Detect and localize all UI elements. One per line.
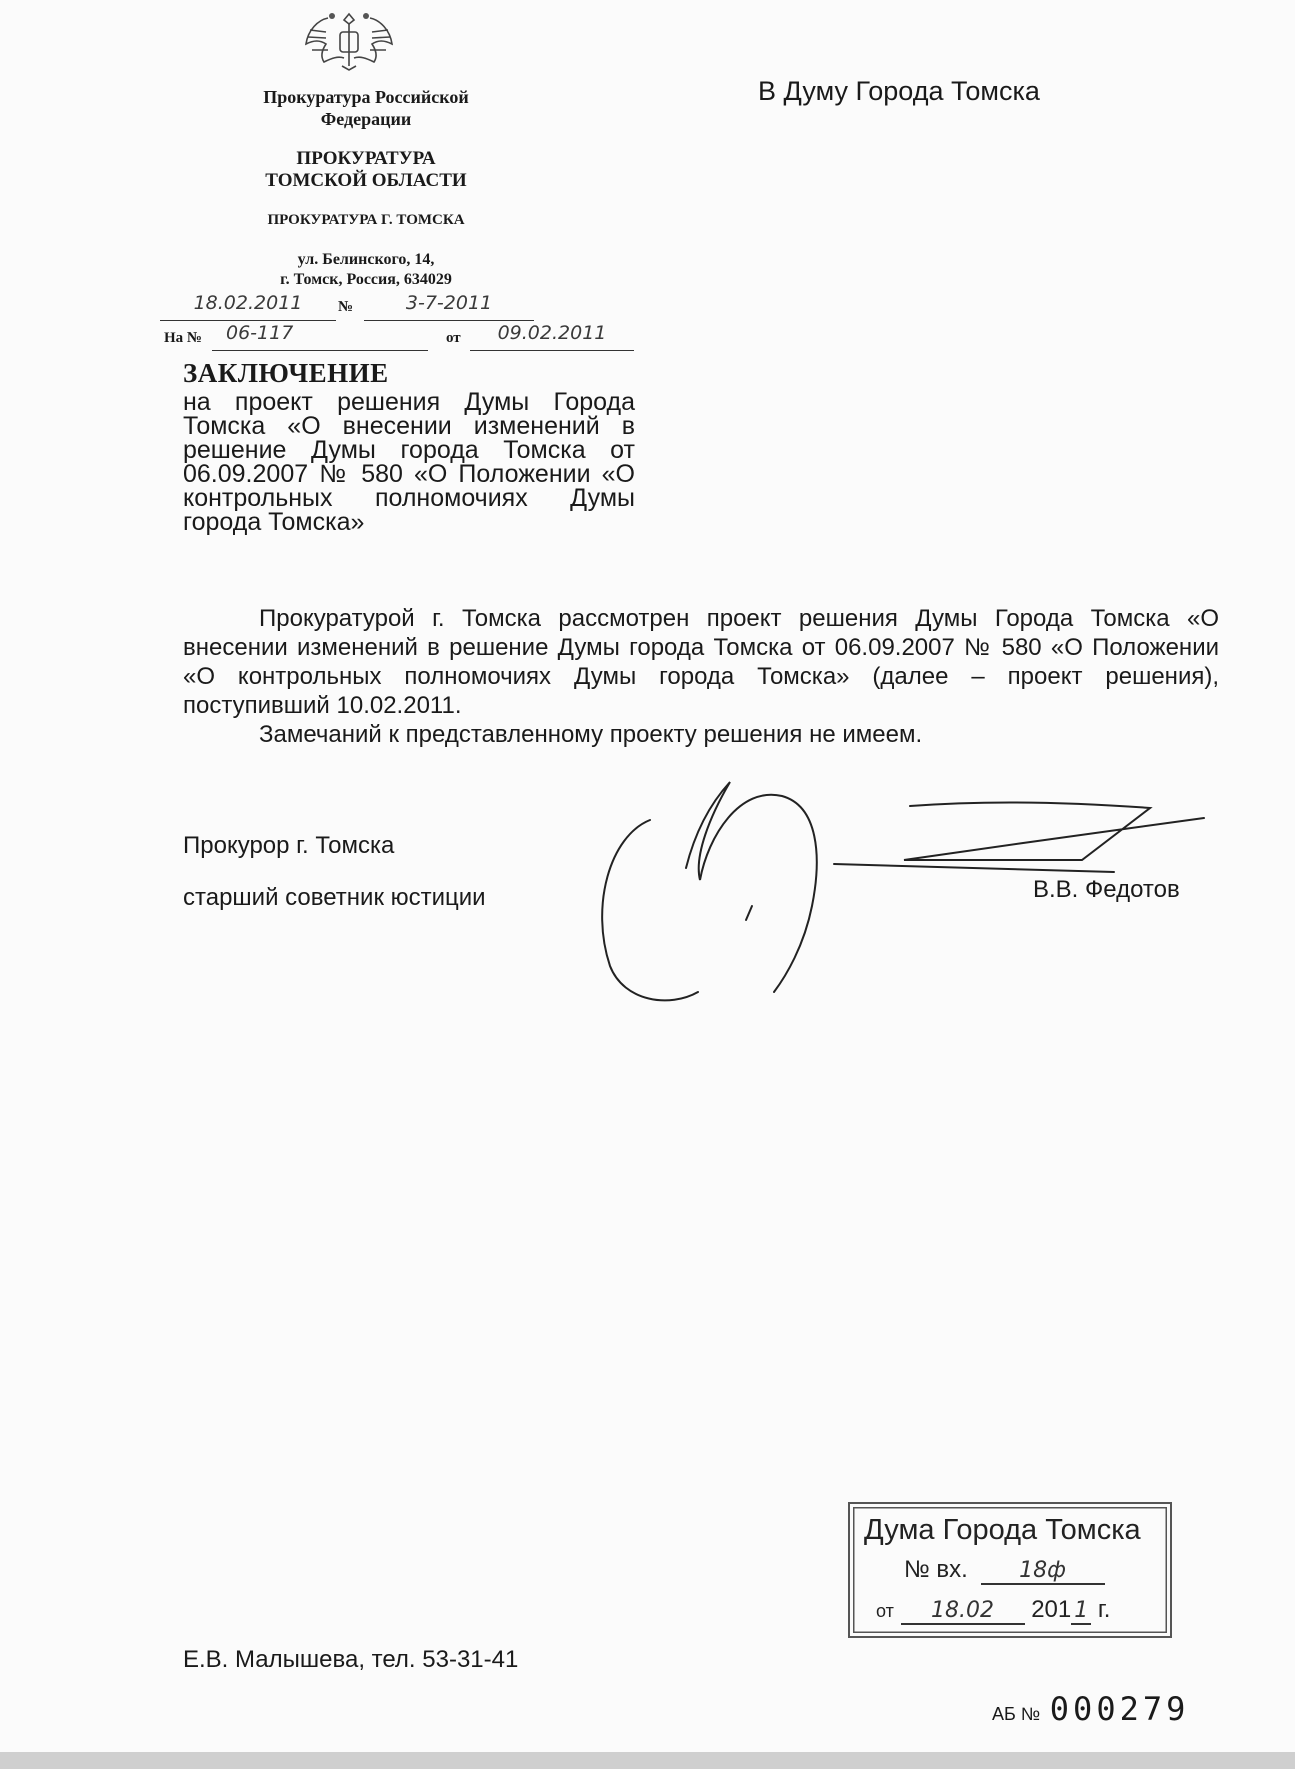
address-line-2: г. Томск, Россия, 634029 (280, 271, 452, 288)
signatory-rank: старший советник юстиции (183, 884, 486, 911)
stamp-year-unit: г. (1097, 1596, 1111, 1623)
reply-date-field (470, 322, 634, 351)
stamp-year-prefix: 201 (1031, 1596, 1072, 1623)
reply-label: На № (164, 330, 202, 346)
outgoing-number-field (364, 292, 534, 321)
serial-value: 000279 (1049, 1690, 1190, 1728)
document-body (183, 604, 1219, 749)
stamp-title: Дума Города Томска (864, 1514, 1141, 1546)
coat-of-arms-icon (298, 10, 400, 72)
body-paragraph-1: Прокуратурой г. Томска рассмотрен проект решения Думы Города Томска «О внесении изменений в решение Думы города Томска от 06.09.2007 № 580 «О Положении «О контрольных полномочиях Думы города Томска» (далее – проект решения), поступивший 10.02.2011. (183, 605, 1219, 719)
letterhead-address (186, 250, 546, 290)
reply-date: 09.02.2011 (497, 322, 607, 344)
scan-bottom-edge (0, 1752, 1295, 1769)
body-paragraph-2: Замечаний к представленному проекту решения не имеем. (259, 721, 923, 748)
signatory-position: Прокурор г. Томска (183, 832, 395, 859)
stamp-year-suffix: 1 (1071, 1598, 1091, 1625)
executor-contact: Е.В. Малышева, тел. 53-31-41 (183, 1646, 519, 1673)
outgoing-date-field (160, 292, 336, 321)
reply-number: 06-117 (226, 322, 294, 344)
recipient: В Думу Города Томска (758, 76, 1040, 106)
stamp-date: 18.02 (901, 1598, 1025, 1625)
document-title: ЗАКЛЮЧЕНИЕ (183, 358, 389, 388)
signature-icon (590, 756, 1230, 1006)
reply-number-field (212, 322, 428, 351)
serial-prefix: АБ № (992, 1704, 1041, 1724)
reply-from-label: от (446, 330, 461, 346)
region-line-1: ПРОКУРАТУРА (296, 148, 436, 169)
letterhead-city-office: ПРОКУРАТУРА Г. ТОМСКА (267, 212, 465, 228)
letterhead-org (186, 86, 546, 130)
address-line-1: ул. Белинского, 14, (297, 251, 435, 268)
org-line-1: Прокуратура Российской (263, 87, 469, 107)
outgoing-number-label: № (338, 299, 354, 315)
document-subject: на проект решения Думы Города Томска «О внесении изменений в решение Думы города Томска от 06.09.2007 № 580 «О Положении «О контрольных полномочиях Думы города Томска» (183, 388, 635, 536)
org-line-2: Федерации (320, 109, 412, 129)
stamp-number-label: № вх. (904, 1556, 968, 1583)
letterhead-region (186, 148, 546, 192)
stamp-date-label: от (876, 1601, 894, 1621)
stamp-number: 18ф (981, 1558, 1105, 1585)
stamp-date-row (876, 1596, 1110, 1625)
outgoing-date: 18.02.2011 (193, 292, 303, 314)
stamp-number-row (904, 1556, 1105, 1585)
outgoing-number: 3-7-2011 (405, 292, 493, 314)
incoming-stamp (848, 1502, 1172, 1638)
serial-number (992, 1690, 1189, 1728)
signatory-name: В.В. Федотов (1033, 876, 1180, 903)
region-line-2: ТОМСКОЙ ОБЛАСТИ (265, 170, 467, 191)
